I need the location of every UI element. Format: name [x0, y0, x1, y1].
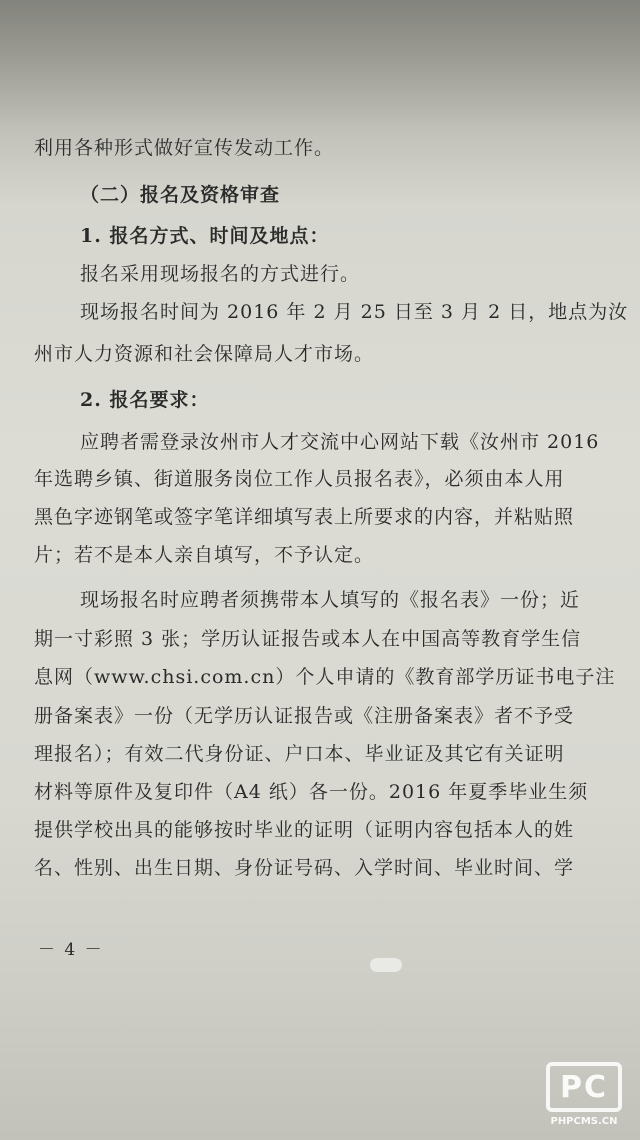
text-line: 现场报名时间为 2016 年 2 月 25 日至 3 月 2 日，地点为汝: [80, 301, 629, 323]
text-line: 现场报名时应聘者须携带本人填写的《报名表》一份；近: [80, 589, 581, 611]
text-line: 息网（www.chsi.com.cn）个人申请的《教育部学历证书电子注: [34, 666, 616, 688]
text-line: 年选聘乡镇、街道服务岗位工作人员报名表》，必须由本人用: [34, 468, 565, 490]
subsection-heading: 1. 报名方式、时间及地点：: [80, 225, 330, 247]
text-line: 名、性别、出生日期、身份证号码、入学时间、毕业时间、学: [34, 857, 575, 879]
text-line: 州市人力资源和社会保障局人才市场。: [34, 343, 375, 365]
text-line: 应聘者需登录汝州市人才交流中心网站下载《汝州市 2016: [80, 431, 600, 453]
watermark: [538, 1062, 630, 1132]
text-line: 材料等原件及复印件（A4 纸）各一份。2016 年夏季毕业生须: [34, 781, 589, 803]
section-heading: （二）报名及资格审查: [80, 184, 281, 206]
text-line: 理报名）；有效二代身份证、户口本、毕业证及其它有关证明: [34, 743, 565, 765]
text-line: 利用各种形式做好宣传发动工作。: [34, 137, 335, 159]
text-line: 册备案表》一份（无学历认证报告或《注册备案表》者不予受: [34, 705, 575, 727]
page-number: － 4 －: [38, 940, 104, 960]
shadow-overlay: [0, 0, 640, 130]
text-line: 期一寸彩照 3 张；学历认证报告或本人在中国高等教育学生信: [34, 628, 582, 650]
watermark-caption: PHPCMS.CN: [550, 1116, 618, 1127]
paper-smudge: [370, 958, 402, 972]
text-line: 黑色字迹钢笔或签字笔详细填写表上所要求的内容，并粘贴照: [34, 506, 575, 528]
text-line: 报名采用现场报名的方式进行。: [80, 263, 361, 285]
text-line: 片；若不是本人亲自填写，不予认定。: [34, 544, 375, 566]
text-line: 提供学校出具的能够按时毕业的证明（证明内容包括本人的姓: [34, 819, 575, 841]
watermark-logo-icon: [546, 1062, 622, 1112]
watermark-logo-text: PC: [559, 1070, 608, 1105]
subsection-heading: 2. 报名要求：: [80, 389, 210, 411]
